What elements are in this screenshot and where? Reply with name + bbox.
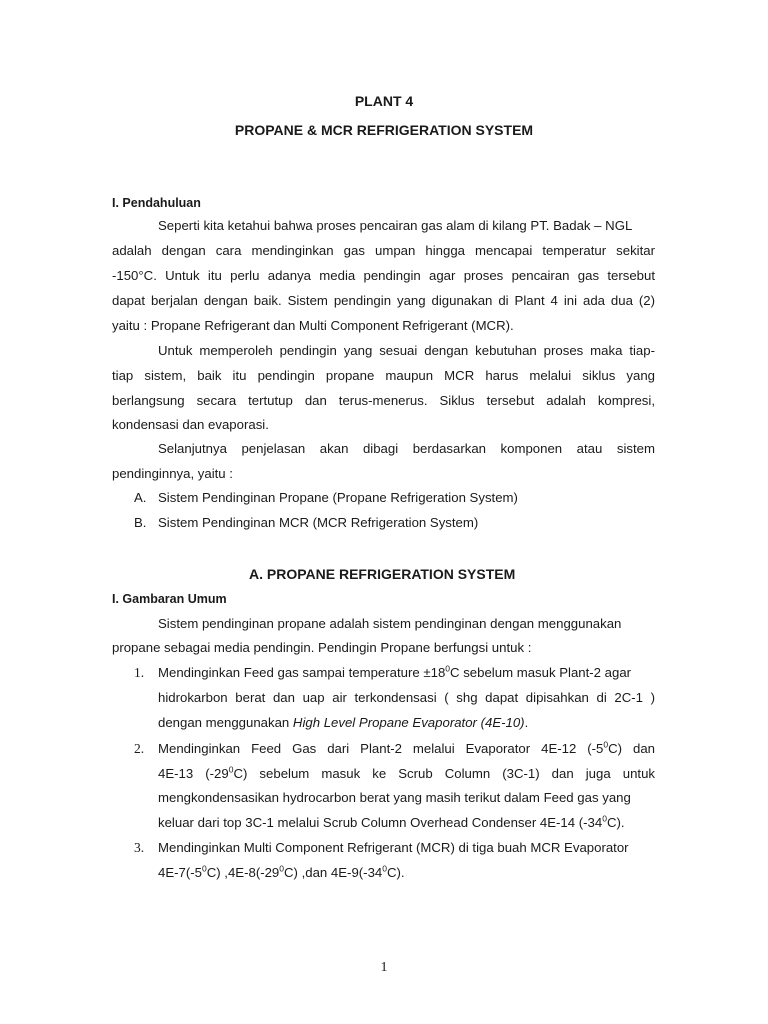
intro-p2-line-1: Untuk memperoleh pendingin yang sesuai dengan kebutuhan proses maka tiap- — [158, 343, 655, 358]
item-1-line-2: hidrokarbon berat dan uap air terkondensasi ( shg dapat dipisahkan di 2C-1 ) — [158, 690, 655, 705]
section-a-title: A. PROPANE REFRIGERATION SYSTEM — [249, 566, 516, 582]
system-title: PROPANE & MCR REFRIGERATION SYSTEM — [234, 122, 534, 138]
item-1-line-1: Mendinginkan Feed gas sampai temperature $\pm 18^0C$ sebelum masuk Plant-2 agar — [158, 663, 632, 680]
item-2-line-4: keluar dari top 3C-1 melalui Scrub Column Overhead Condenser 4E-14 $(-34^0C)$. — [158, 813, 625, 830]
intro-p1-line-4: dapat berjalan dengan baik. Sistem pendingin yang digunakan di Plant 4 ini ada dua (2) — [112, 293, 655, 308]
page-number: 1 — [380, 960, 388, 975]
intro-p2-line-2: tiap sistem, baik itu pendingin propane maupun MCR harus melalui siklus yang — [112, 368, 655, 383]
list-item-a: Sistem Pendinginan Propane (Propane Refrigeration System) — [158, 490, 518, 505]
item-3-line-1: Mendinginkan Multi Component Refrigerant (MCR) di tiga buah MCR Evaporator — [158, 840, 629, 855]
list-item-b: Sistem Pendinginan MCR (MCR Refrigeration System) — [158, 515, 479, 530]
plant-title: PLANT 4 — [354, 93, 414, 109]
intro-p1-line-1: Seperti kita ketahui bahwa proses pencairan gas alam di kilang PT. Badak – NGL — [158, 218, 633, 233]
item-3-line-2: $4E-7(-5^0C)$ $,4E-8(-29^0C)$ ,dan $4E-9(-34^0C)$. — [158, 863, 405, 880]
item-2-line-2: 4E-13 $(-29^0C)$ sebelum masuk ke Scrub Column (3C-1) dan juga untuk — [158, 764, 655, 781]
intro-p1-line-2: adalah dengan cara mendinginkan gas umpan hingga mencapai temperatur sekitar — [112, 243, 655, 258]
intro-p3-line-1: Selanjutnya penjelasan akan dibagi berdasarkan komponen atau sistem — [158, 441, 655, 456]
intro-p2-line-4: kondensasi dan evaporasi. — [112, 417, 269, 432]
intro-p3-line-2: pendinginnya, yaitu : — [112, 466, 233, 481]
item-1-marker: 1. — [134, 665, 145, 680]
intro-heading: I. Pendahuluan — [112, 196, 201, 210]
list-marker-a: A. — [134, 490, 147, 505]
section-a-subheading: I. Gambaran Umum — [112, 592, 227, 606]
intro-p1-line-5: yaitu : Propane Refrigerant dan Multi Component Refrigerant (MCR). — [112, 318, 514, 333]
section-a-p1-line-1: Sistem pendinginan propane adalah sistem pendinginan dengan menggunakan — [158, 616, 622, 631]
item-2-line-1: Mendinginkan Feed Gas dari Plant-2 melalui Evaporator 4E-12 $(-5^0C)$ dan — [158, 739, 655, 756]
item-1-line-3: dengan menggunakan High Level Propane Evaporator (4E-10). — [158, 715, 529, 730]
list-marker-b: B. — [134, 515, 147, 530]
intro-p1-line-3: -150°C. Untuk itu perlu adanya media pendingin agar proses pencairan gas tersebut — [112, 268, 655, 283]
intro-p2-line-3: berlangsung secara tertutup dan terus-menerus. Siklus tersebut adalah kompresi, — [112, 393, 655, 408]
item-2-line-3: mengkondensasikan hydrocarbon berat yang masih terikut dalam Feed gas yang — [158, 790, 631, 805]
item-3-marker: 3. — [134, 840, 145, 855]
item-2-marker: 2. — [134, 741, 145, 756]
section-a-p1-line-2: propane sebagai media pendingin. Pendingin Propane berfungsi untuk : — [112, 640, 532, 655]
